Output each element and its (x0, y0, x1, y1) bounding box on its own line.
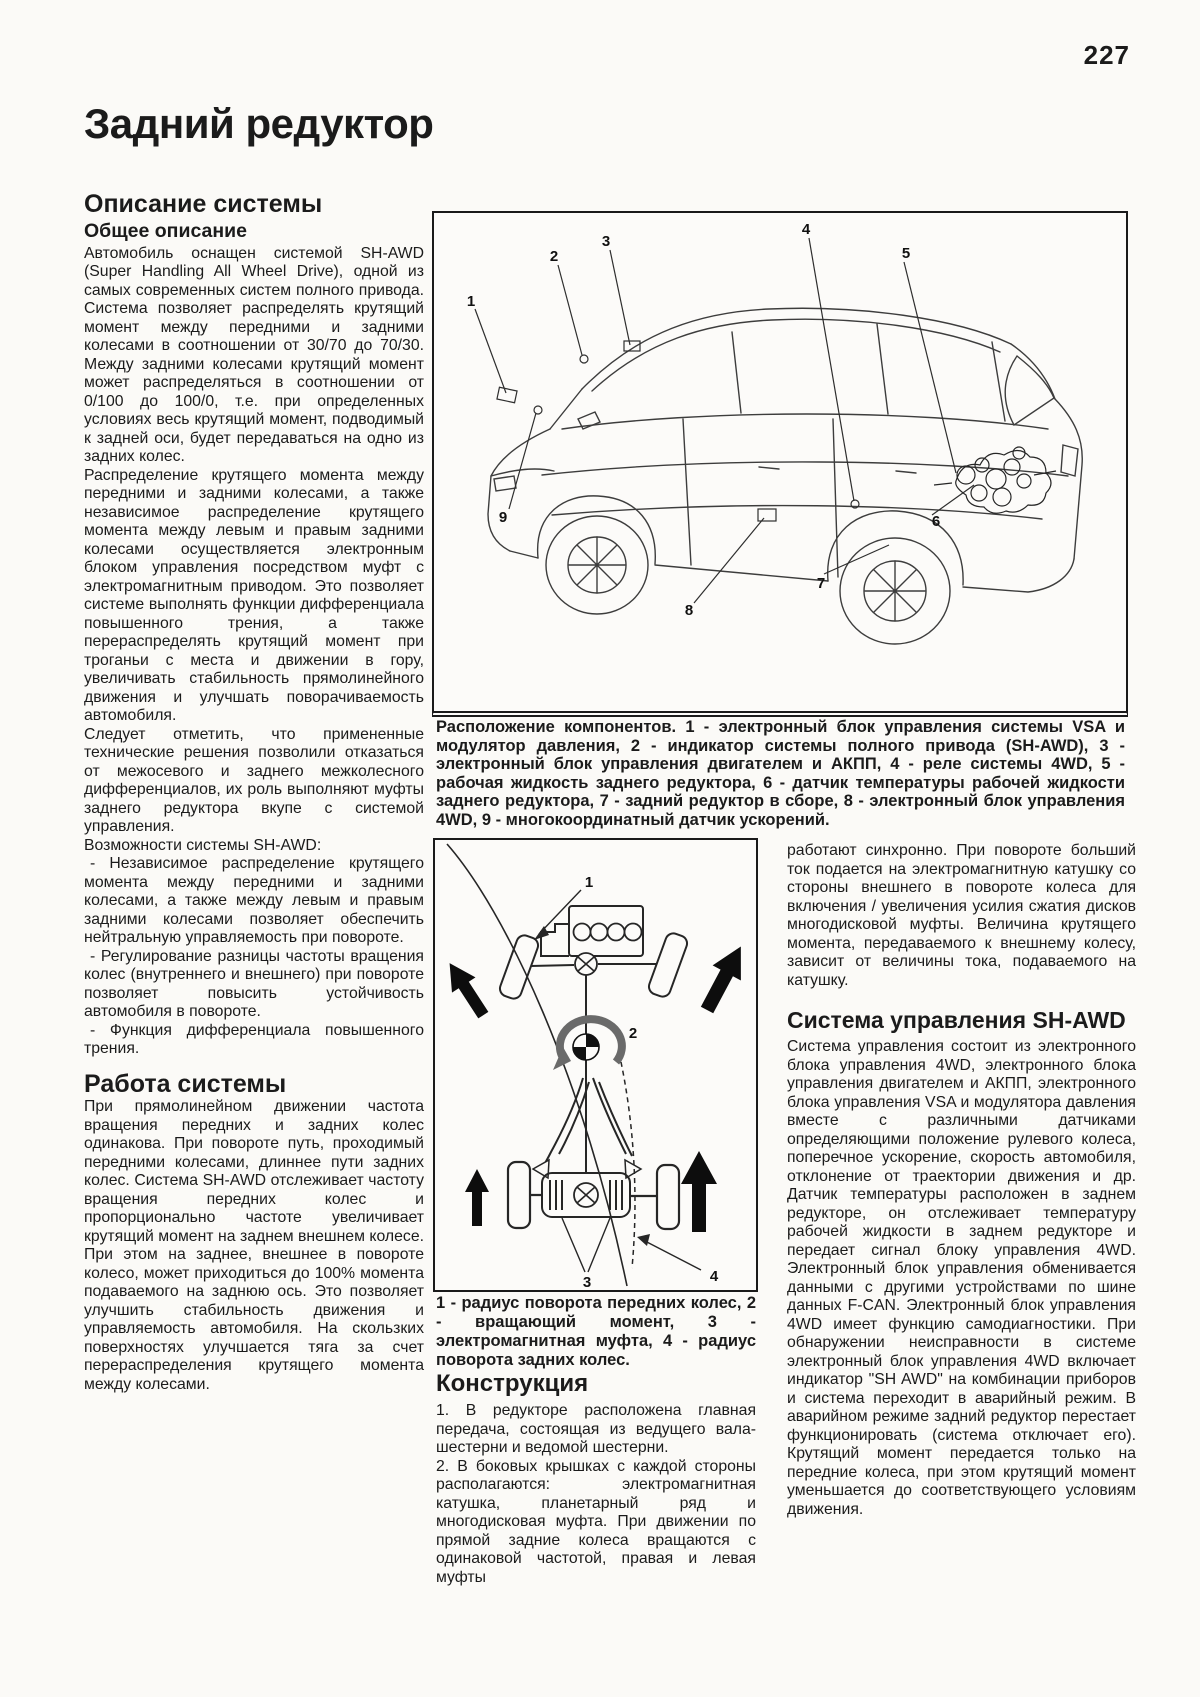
callout-5: 5 (901, 245, 911, 262)
callout-3: 3 (582, 1274, 592, 1290)
callout-2: 2 (549, 248, 559, 265)
car-figure-caption: Расположение компонентов. 1 - электронный блок управления системы VSA и модулятор давления, 2 - индикатор системы полного привода (SH-AWD), 3 - электронный блок управления двигателем и АКПП, 4 - реле системы 4WD, 5 - рабочая жидкость заднего редуктора, 6 - датчик температуры рабочей жидкости заднего редуктора, 7 - задний редуктор в сборе, 8 - электронный блок управления 4WD, 9 - многокоординатный датчик ускорений. (436, 718, 1125, 829)
suv-body-outline (488, 308, 1082, 644)
callout-3: 3 (601, 233, 611, 250)
paragraph: Следует отметить, что примененные технические решения позволили отказаться от межосевого и заднего межколесного дифференциалов, их роль выполняют муфты заднего редуктора вкупе с системой управления. (84, 725, 424, 835)
torque-symbol (553, 1019, 622, 1070)
leader-3-and-4 (562, 1218, 701, 1272)
page-title: Задний редуктор (84, 100, 434, 147)
callout-6: 6 (931, 513, 941, 530)
callout-4: 4 (801, 221, 811, 238)
rear-axle-assembly (508, 1162, 679, 1229)
paragraph: Автомобиль оснащен системой SH-AWD (Super Handling All Wheel Drive), одной из самых современных систем полного привода. Система позволяет распределять крутящий момент между передними и задними колесами в соотношении от 30/70 до 70/30. Между задними колесами крутящий момент может распределяться в соотношении от 0/100 до 100/0, т.е. при определенных условиях весь крутящий момент, подводимый к задней оси, будет передаваться на одно из задних колес. (84, 244, 424, 465)
turning-diagram-figure (433, 838, 758, 1292)
callout-9: 9 (498, 509, 508, 526)
construction-item: 1. В редукторе расположена главная передача, состоящая из ведущего вала-шестерни и ведомой шестерни. (436, 1402, 756, 1456)
paragraph: Система управления состоит из электронного блока управления 4WD, электронного блока управления двигателем и АКПП, электронного блока управления VSA и модулятора давления вместе с различными датчиками определяющими положение рулевого колеса, поперечное ускорение, скорость автомобиля, отклонение от траектории движения и др. Датчик температуры расположен в заднем редукторе, он отслеживает температуру рабочей жидкости в заднем редукторе и передает сигнал блоку управления 4WD. Электронный блок управления обменивается данными с другими устройствами по шине данных F-CAN. Электронный блок управления 4WD имеет функцию самодиагностики. При обнаружении неисправности в системе электронный блок управления 4WD включает индикатор "SH AWD" на комбинации приборов и система переходит в аварийный режим. В аварийном режиме задний редуктор перестает функционировать (система отключает его). Крутящий момент передается только на передние колеса, при этом крутящий момент уменьшается до соответствующего условиям движения. (787, 1038, 1136, 1518)
callout-leader-lines (475, 238, 974, 603)
paragraph: Возможности системы SH-AWD: (84, 836, 322, 854)
section-heading-system-operation: Работа системы (84, 1069, 287, 1098)
paragraph-continuation: работают синхронно. При повороте больший ток подается на электромагнитную катушку со стороны внешнего в повороте колеса для включения / увеличения усилия сжатия дисков многодисковой муфты. Величина крутящего момента, передаваемого к внешнему колесу, зависит от величины тока, подаваемого на катушку. (787, 842, 1136, 989)
page-number: 227 (1083, 40, 1130, 70)
car-line-drawing (434, 213, 1126, 711)
turning-diagram (435, 840, 756, 1290)
bullet-item: - Независимое распределение крутящего момента между передними и задними колесами, а также между левым и правым задними колесами позволяет обеспечить нейтральную управляемость при повороте. (84, 855, 424, 946)
callout-7: 7 (816, 575, 826, 592)
middle-column (436, 1294, 756, 1587)
callout-2: 2 (628, 1025, 638, 1042)
turning-figure-caption: 1 - радиус поворота передних колес, 2 - вращающий момент, 3 - электромагнитная муфта, 4 - радиус поворота задних колес. (436, 1294, 756, 1369)
bullet-item: - Функция дифференциала повышенного трения. (84, 1021, 424, 1057)
car-components-figure (432, 211, 1128, 717)
paragraph: Распределение крутящего момента между передними и задними колесами, а также независимое распределение крутящего момента между левым и правым задними колесами осуществляется электронным блоком управления посредством муфт с электромагнитным приводом. Это позволяет системе выполнять функции дифференциала повышенного трения, а также перераспределять крутящий момент при троганьи с места и движении в гору, увеличивать стабильность прямолинейного движения и улучшать поворачиваемость автомобиля. (84, 466, 424, 724)
bullet-item: - Регулирование разницы частоты вращения колес (внутреннего и внешнего) при повороте позволяет повысить устойчивость автомобиля в повороте. (84, 947, 424, 1020)
paragraph: При прямолинейном движении частота вращения передних и задних колес одинакова. При повороте путь, проходимый передними колесами, длиннее пути задних колес. Система SH-AWD отслеживает частоту вращения передних колес и пропорционально частоте увеличивает крутящий момент на заднем внешнем колесе. При этом на заднее, внешнее в повороте колесо, может приходиться до 100% момента подаваемого на заднюю ось. Это позволяет улучшить стабильность движения и управляемость автомобиля. На скользких поверхностях улучшается тяга за счет перераспределения крутящего момента между колесами. (84, 1098, 424, 1393)
section-heading-construction: Конструкция (436, 1370, 589, 1397)
callout-1: 1 (466, 293, 476, 310)
callout-1: 1 (584, 874, 594, 891)
callout-8: 8 (684, 602, 694, 619)
subsection-heading-general: Общее описание (84, 220, 247, 242)
car-figure-callout-numbers (467, 221, 940, 619)
right-column (787, 842, 1136, 1519)
left-column (84, 190, 424, 1394)
construction-item: 2. В боковых крышках с каждой стороны располагаются: электромагнитная катушка, планетарный ряд и многодисковая муфта. При движении по прямой задние колеса вращаются с одинаковой частотой, правая и левая муфты (436, 1457, 756, 1586)
callout-4: 4 (709, 1268, 719, 1285)
section-heading-system-description: Описание системы (84, 190, 323, 218)
section-heading-control-system: Система управления SH-AWD (787, 1007, 1126, 1033)
